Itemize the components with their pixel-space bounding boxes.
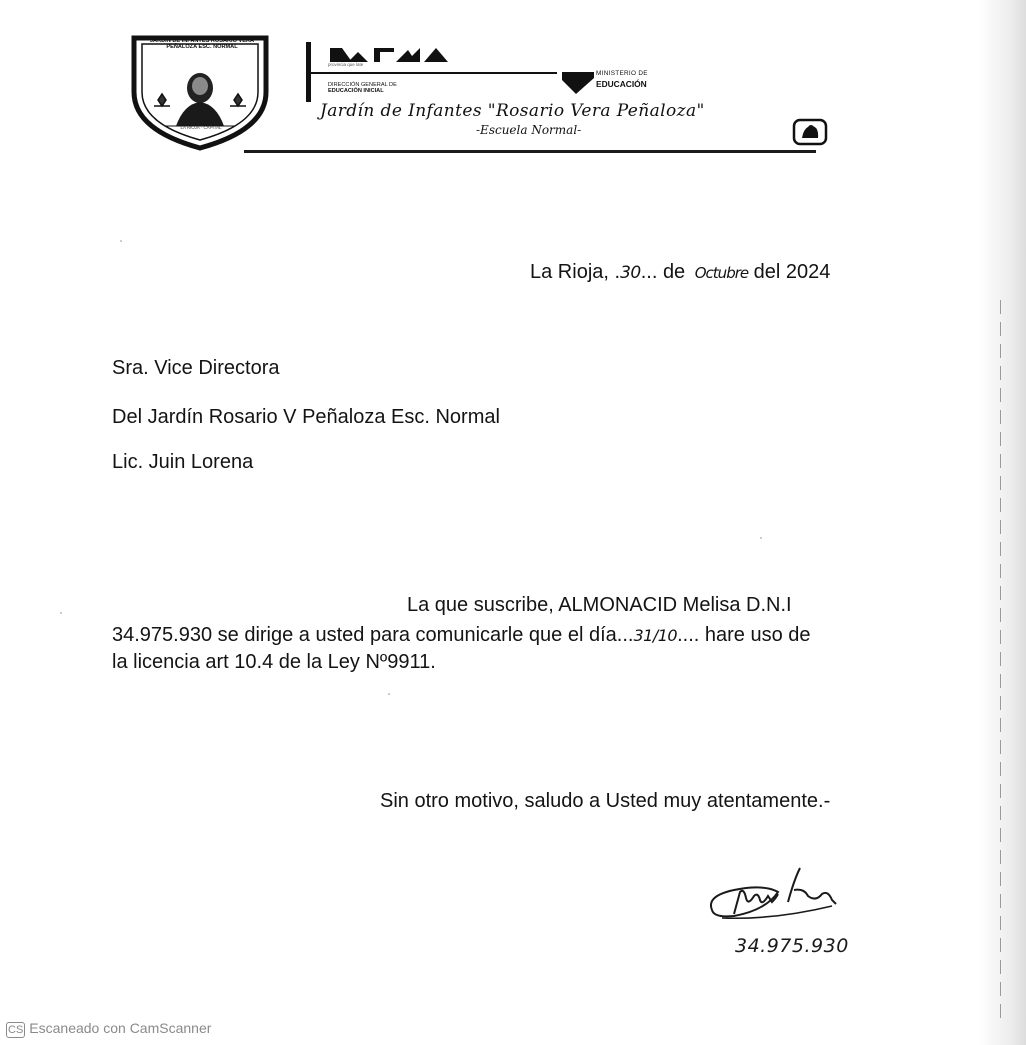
date-line [530,261,830,284]
body-line-2-end: .... hare uso de [677,624,811,646]
leave-date-handwritten: 31/10 [633,626,678,645]
header-divider [244,150,816,153]
body-line-2-start: 34.975.930 se dirige a usted para comunicarle que el día... [112,624,634,646]
direccion-inicial-label [328,82,397,94]
crest-title: JARDÍN DE INFANTES ROSARIO VERA PEÑALOZA ESC. NORMAL [149,38,255,51]
direccion-line1: DIRECCIÓN GENERAL DE [328,82,397,88]
date-dots: ... [640,261,658,283]
date-de: de [662,261,686,283]
scan-speck [120,240,122,242]
date-year: del 2024 [753,261,831,283]
date-month-handwritten: Octubre [694,264,749,282]
date-day-handwritten: 30 [620,263,641,283]
crest-caption: LA RIOJA · CAPITAL [180,125,222,130]
body-line-2 [112,624,811,647]
scanner-watermark [6,1020,211,1038]
letterhead-rule [311,72,557,74]
body-line-1: La que suscribe, ALMONACID Melisa D.N.I [407,594,792,616]
addressee-line: Del Jardín Rosario V Peñaloza Esc. Normal [112,406,500,428]
body-line-3: la licencia art 10.4 de la Ley Nº9911. [112,651,436,673]
small-emblem-icon [792,118,828,146]
direccion-line2: EDUCACIÓN INICIAL [328,88,384,94]
camscanner-icon: CS [8,1024,24,1036]
school-subtitle: -Escuela Normal- [476,123,582,137]
handwritten-signature [704,862,844,932]
scan-speck [388,693,390,695]
scanner-text: Escaneado con CamScanner [29,1020,212,1036]
closing-line: Sin otro motivo, saludo a Usted muy atentamente.- [380,790,831,812]
signature-dni-handwritten: 34.975.930 [735,935,849,957]
school-title: Jardín de Infantes "Rosario Vera Peñaloza" [320,101,705,121]
province-tagline: provincia que late [328,62,364,67]
page-edge-line [1000,300,1001,1020]
ministry-line2: EDUCACIÓN [596,79,647,89]
addressee-line: Sra. Vice Directora [112,357,280,379]
page-edge-shadow [978,0,1026,1045]
ministry-line1: MINISTERIO DE [596,70,648,77]
ministry-logo-mark [562,70,594,96]
scan-speck [760,537,762,539]
date-place: La Rioja, . [530,261,621,283]
scan-speck [60,612,62,614]
addressee-line: Lic. Juin Lorena [112,451,254,473]
